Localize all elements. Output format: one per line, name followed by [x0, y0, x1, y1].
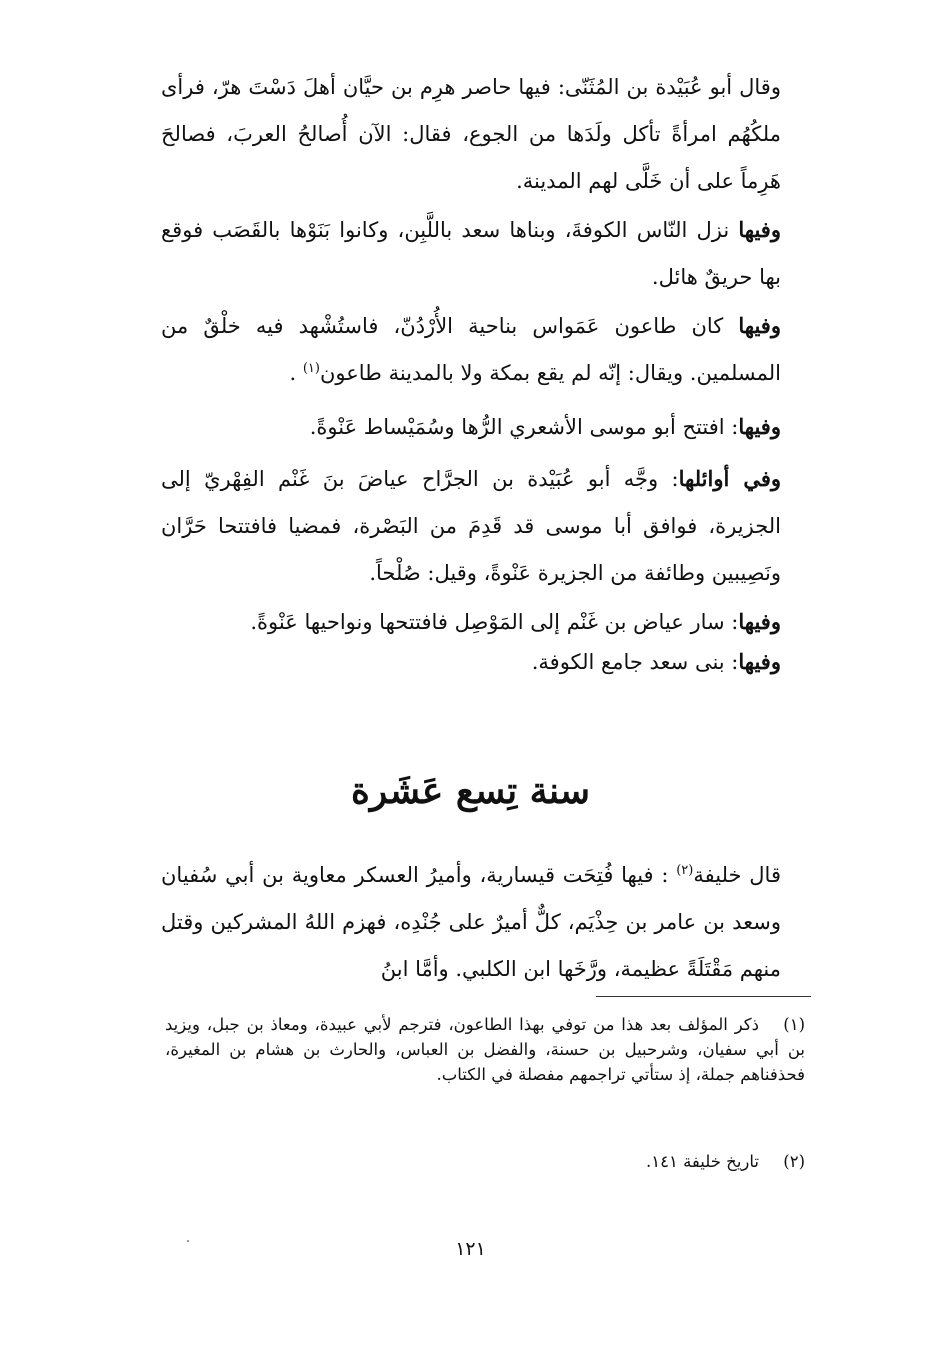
paragraph-text: : سار عياض بن غَنْم إلى المَوْصِل فافتتحها ونواحيها عَنْوةً. — [250, 610, 739, 634]
paragraph-keyword: وفيها — [738, 414, 781, 439]
paragraph-keyword: وفي أوائلها — [678, 466, 782, 491]
paragraph-text: كان طاعون عَمَواس بناحية الأُرْدُنّ، فاستُشْهد فيه خلْقٌ من المسلمين. ويقال: إنّه لم يقع بمكة ولا بالمدينة طاعون — [161, 314, 781, 385]
paragraph-keyword: وفيها — [738, 217, 781, 242]
paragraph-4 — [161, 403, 781, 451]
paragraph-text: : افتتح أبو موسى الأشعري الرُّها وسُمَيْساط عَنْوةً. — [309, 415, 739, 439]
paragraph-text: نزل النّاس الكوفةَ، وبناها سعد باللَّبِن، وكانوا بَنَوْها بالقَصَب فوقع بها حريقٌ هائل. — [161, 218, 781, 289]
paragraph-keyword: وفيها — [738, 609, 781, 634]
paragraph-text-continued: : فيها فُتِحَت قيسارية، وأميرُ العسكر معاوية بن أبي سُفيان وسعد بن عامر بن حِذْيَم، كلٌّ أميرٌ على جُنْدِه، فهزم اللهُ المشركين وقتل منهم مَقْتَلَةً عظيمة، ورَّخَها ابن الكلبي. وأمَّا ابنُ — [161, 863, 781, 981]
paragraph-3 — [161, 302, 781, 397]
section-paragraph — [161, 852, 781, 993]
footnote-number: (١) — [783, 1015, 805, 1034]
footnote-text: تاريخ خليفة ١٤١. — [646, 1152, 759, 1171]
footnote-text: ذكر المؤلف بعد هذا من توفي بهذا الطاعون، فترجم لأبي عبيدة، ومعاذ بن جبل، ويزيد بن أبي سفيان، وشرحبيل بن حسنة، والفضل بن العباس، والحارث بن هشام بن المغيرة، فحذفناهم جملة، إذ ستأتي تراجمهم مفصلة في الكتاب. — [165, 1015, 805, 1084]
paragraph-text: : وجَّه أبو عُبَيْدة بن الجرَّاح عياضَ بنَ غَنْم الفِهْريّ إلى الجزيرة، فوافق أبا موسى قد قَدِمَ من البَصْرة، فمضيا فافتتحا حَرَّان ونَصِيبين وطائفة من الجزيرة عَنْوةً، وقيل: صُلْحاً. — [161, 467, 781, 585]
footnote-1 — [165, 1012, 805, 1087]
footnote-ref-2[interactable]: (٢) — [676, 863, 694, 878]
footnote-2 — [165, 1149, 805, 1174]
page-number: ١٢١ — [455, 1238, 486, 1260]
paragraph-text: قال خليفة — [693, 863, 781, 887]
paragraph-text: وقال أبو عُبَيْدة بن المُثَنّى: فيها حاصر هرِم بن حيَّان أهلَ دَسْتَ هرّ، فرأى ملكُهُم امرأةً تأكل ولَدَها من الجوع، فقال: الآن أُصالحُ العربَ، فصالحَ هَرِماً على أن خَلَّى لهم المدينة. — [161, 75, 781, 193]
paragraph-7 — [161, 642, 781, 682]
paragraph-2 — [161, 206, 781, 301]
paragraph-tail: . — [289, 361, 303, 385]
footnote-divider — [596, 996, 811, 997]
paragraph-5 — [161, 455, 781, 597]
paragraph-6 — [161, 602, 781, 642]
paragraph-1 — [161, 64, 781, 205]
paragraph-keyword: وفيها — [738, 313, 781, 338]
paragraph-keyword: وفيها — [738, 649, 781, 674]
section-title: سنة تِسع عَشَرة — [350, 770, 590, 812]
footnote-number: (٢) — [783, 1152, 805, 1171]
footnote-ref-1[interactable]: (١) — [302, 361, 320, 376]
paragraph-text: : بنى سعد جامع الكوفة. — [531, 650, 739, 674]
scan-speck — [187, 1240, 189, 1242]
